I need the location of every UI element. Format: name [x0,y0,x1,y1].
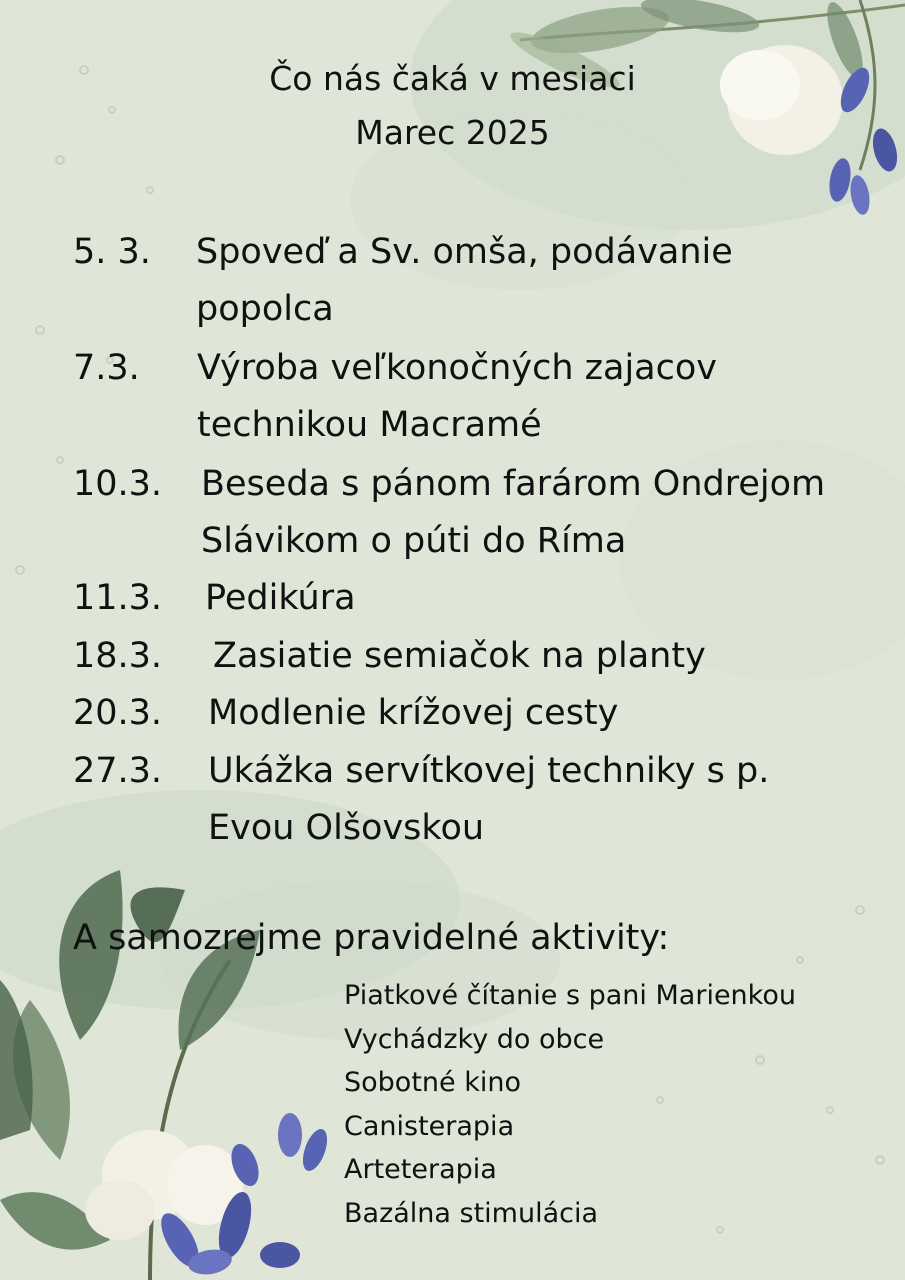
event-date: 11.3. [73,578,163,618]
list-item: Vychádzky do obce [344,1023,605,1055]
event-text: Výroba veľkonočných zajacov technikou Macramé [197,348,717,445]
event-date: 7.3. [73,348,140,388]
title-line-1: Čo nás čaká v mesiaci [269,59,636,98]
event-text: Ukážka servítkovej techniky s p. Evou Olšovskou [208,751,770,848]
list-item: Arteterapia [344,1154,497,1185]
event-text: Zasiatie semiačok na planty [213,636,706,676]
list-item: Bazálna stimulácia [344,1197,599,1229]
event-date: 5. 3. [73,232,151,272]
title-line-2: Marec 2025 [355,113,550,152]
list-item: Sobotné kino [344,1067,521,1098]
regular-activities-heading: A samozrejme pravidelné aktivity: [73,918,670,958]
page-title [0,52,905,160]
event-date: 27.3. [73,751,163,791]
regular-activities-list [344,974,796,1235]
event-text: Beseda s pánom farárom Ondrejom Slávikom o púti do Ríma [201,464,826,561]
event-text: Modlenie krížovej cesty [208,693,619,733]
event-text: Spoveď a Sv. omša, podávanie popolca [196,232,733,329]
event-date: 18.3. [73,636,163,676]
event-date: 20.3. [73,693,163,733]
event-date: 10.3. [73,464,163,504]
list-item: Canisterapia [344,1110,515,1142]
list-item: Piatkové čítanie s pani Marienkou [344,980,796,1011]
event-text: Pedikúra [205,578,356,618]
